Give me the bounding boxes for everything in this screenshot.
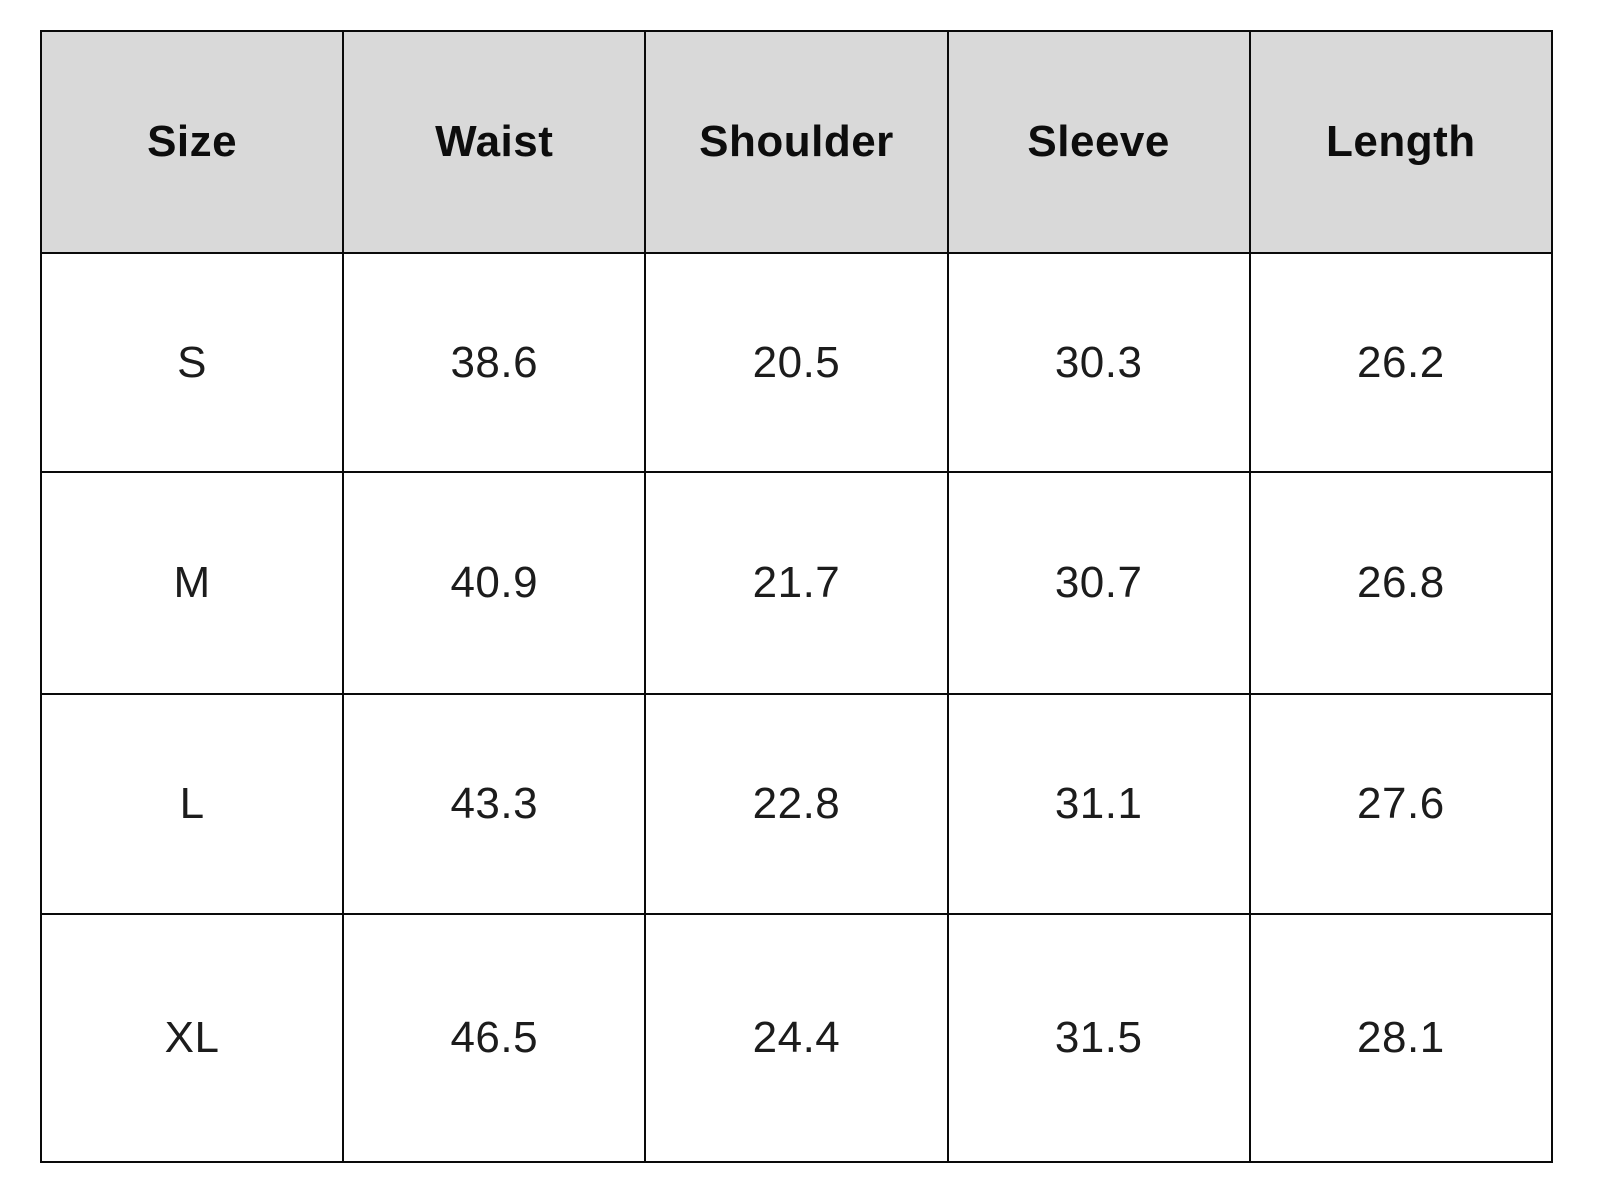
shoulder-value-cell: 21.7 [645,472,947,694]
size-label-cell: M [41,472,343,694]
length-value-cell: 27.6 [1250,694,1552,914]
waist-value-cell: 40.9 [343,472,645,694]
column-header-size: Size [41,31,343,253]
table-row-xl [41,914,1552,1162]
sleeve-value-cell: 30.3 [948,253,1250,472]
column-header-length: Length [1250,31,1552,253]
size-chart [40,30,1553,1161]
size-label-cell: XL [41,914,343,1162]
column-header-waist: Waist [343,31,645,253]
shoulder-value-cell: 24.4 [645,914,947,1162]
size-chart-table [40,30,1553,1163]
sleeve-value-cell: 31.5 [948,914,1250,1162]
length-value-cell: 26.2 [1250,253,1552,472]
shoulder-value-cell: 22.8 [645,694,947,914]
length-value-cell: 26.8 [1250,472,1552,694]
table-row-l [41,694,1552,914]
shoulder-value-cell: 20.5 [645,253,947,472]
column-header-shoulder: Shoulder [645,31,947,253]
column-header-sleeve: Sleeve [948,31,1250,253]
sleeve-value-cell: 31.1 [948,694,1250,914]
size-label-cell: L [41,694,343,914]
table-row-m [41,472,1552,694]
header-row [41,31,1552,253]
table-row-s [41,253,1552,472]
length-value-cell: 28.1 [1250,914,1552,1162]
sleeve-value-cell: 30.7 [948,472,1250,694]
waist-value-cell: 38.6 [343,253,645,472]
size-label-cell: S [41,253,343,472]
waist-value-cell: 46.5 [343,914,645,1162]
waist-value-cell: 43.3 [343,694,645,914]
